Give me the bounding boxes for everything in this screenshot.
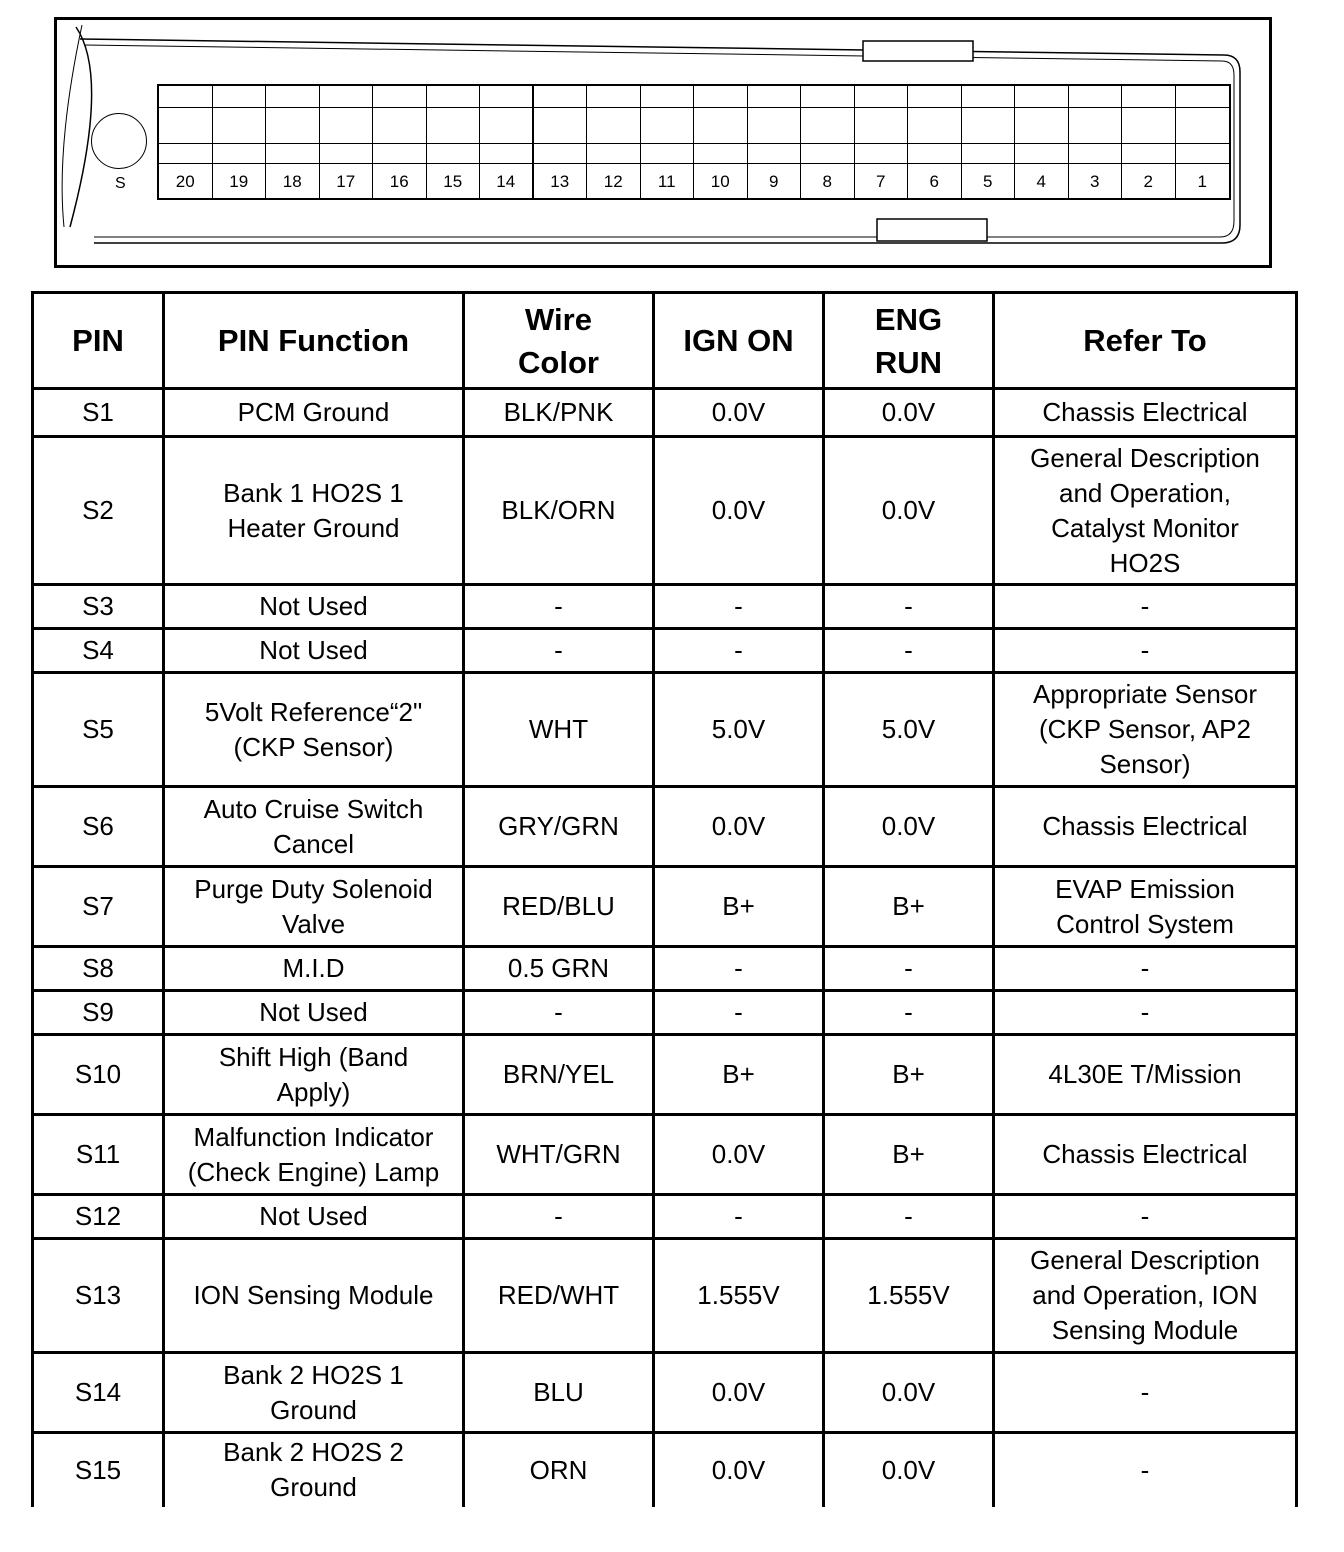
pin-function-cell (164, 585, 464, 629)
refer-to-cell-line: General Description (1030, 442, 1260, 473)
wire-color-cell: 0.5 GRN (464, 947, 654, 991)
eng-run-cell: 0.0V (824, 787, 994, 867)
pin-slot (801, 86, 854, 108)
pin-slot (962, 86, 1015, 108)
connector-pin-cell (266, 86, 320, 198)
refer-to-cell-line: HO2S (1109, 547, 1181, 578)
eng-run-cell: 1.555V (824, 1239, 994, 1353)
pin-function-cell (164, 1433, 464, 1507)
connector-pin-cell (855, 86, 909, 198)
pin-slot (908, 144, 961, 164)
pin-function-cell (164, 1115, 464, 1195)
ign-on-cell: - (654, 585, 824, 629)
pin-number: 4 (1036, 172, 1046, 191)
ign-on-cell: - (654, 629, 824, 673)
pin-function-cell-line: Ground (270, 1394, 357, 1425)
ign-on-cell: 0.0V (654, 1115, 824, 1195)
connector-pin-cell (320, 86, 374, 198)
table-row (33, 867, 1297, 947)
pin-slot (748, 108, 801, 144)
pin-number: 15 (443, 172, 463, 191)
wire-color-cell: RED/WHT (464, 1239, 654, 1353)
wire-color-cell: - (464, 991, 654, 1035)
pin-function-cell-line: (Check Engine) Lamp (187, 1156, 440, 1187)
pin-slot (962, 108, 1015, 144)
pin-slot (534, 86, 587, 108)
table-row (33, 1353, 1297, 1433)
connector-pin-cell (213, 86, 267, 198)
table-row (33, 389, 1297, 437)
pin-slot (641, 86, 694, 108)
pin-slot (373, 144, 426, 164)
refer-to-cell-line: (CKP Sensor, AP2 (1039, 714, 1251, 744)
table-row (33, 991, 1297, 1035)
refer-to-cell-line: - (1140, 1377, 1150, 1407)
pin-function-cell-line: 5Volt Reference“2" (204, 696, 423, 727)
wire-color-cell: ORN (464, 1433, 654, 1507)
pin-slot (694, 108, 747, 144)
pin-function-cell-line: Ground (270, 1472, 357, 1503)
ign-on-cell: 5.0V (654, 673, 824, 787)
wire-color-cell: BLU (464, 1353, 654, 1433)
table-header-row (33, 293, 1297, 389)
refer-to-cell-line: Catalyst Monitor (1051, 512, 1239, 543)
pin-number: 9 (769, 172, 779, 191)
pin-cell: S5 (33, 673, 164, 787)
pin-slot (1069, 144, 1122, 164)
pin-slot (1015, 108, 1068, 144)
connector-pin-cell (373, 86, 427, 198)
pin-function-cell-line: ION Sensing Module (193, 1280, 434, 1310)
refer-to-cell (994, 867, 1297, 947)
pin-number: 12 (603, 172, 623, 191)
pin-function-cell-line: Not Used (259, 591, 368, 621)
wire-color-cell: - (464, 629, 654, 673)
eng-run-cell: 5.0V (824, 673, 994, 787)
pin-slot (159, 144, 212, 164)
pin-cell: S12 (33, 1195, 164, 1239)
pin-cell: S6 (33, 787, 164, 867)
pin-number: 8 (822, 172, 832, 191)
pin-cell: S1 (33, 389, 164, 437)
wire-color-cell: - (464, 1195, 654, 1239)
header-refer-to: Refer To (994, 293, 1297, 389)
table-row (33, 437, 1297, 585)
pin-slot (1176, 108, 1230, 144)
pin-function-cell-line: Bank 1 HO2S 1 (223, 477, 404, 508)
refer-to-cell (994, 947, 1297, 991)
pin-function-cell-line: Heater Ground (227, 512, 400, 543)
pin-slot (855, 86, 908, 108)
pin-slot (1069, 108, 1122, 144)
connector-pin-cell (748, 86, 802, 198)
pin-function-cell (164, 1353, 464, 1433)
pin-slot (587, 86, 640, 108)
pin-function-cell-line: (CKP Sensor) (233, 731, 394, 762)
refer-to-cell-line: Appropriate Sensor (1032, 679, 1258, 709)
refer-to-cell (994, 1115, 1297, 1195)
connector-pin-cell (962, 86, 1016, 198)
pin-cell: S13 (33, 1239, 164, 1353)
refer-to-cell (994, 585, 1297, 629)
refer-to-cell-line: - (1140, 591, 1150, 621)
pin-slot (320, 86, 373, 108)
connector-pin-cell (534, 86, 588, 198)
ign-on-cell: - (654, 991, 824, 1035)
pin-function-cell-line: Not Used (259, 635, 368, 665)
connector-pin-cell (159, 86, 213, 198)
pin-slot (855, 108, 908, 144)
ign-on-cell: 0.0V (654, 1433, 824, 1507)
refer-to-cell (994, 673, 1297, 787)
table-row (33, 1115, 1297, 1195)
connector-pin-cell (1176, 86, 1230, 198)
header-pin: PIN (33, 293, 164, 389)
pin-slot (320, 144, 373, 164)
pin-slot (694, 86, 747, 108)
refer-to-cell-line: and Operation, (1058, 477, 1231, 508)
pin-slot (213, 108, 266, 144)
eng-run-cell: - (824, 585, 994, 629)
eng-run-cell: - (824, 1195, 994, 1239)
pin-function-cell-line: Shift High (Band (218, 1041, 409, 1072)
pin-function-cell-line: Valve (281, 908, 346, 939)
pin-number: 6 (929, 172, 939, 191)
eng-run-cell: - (824, 991, 994, 1035)
wire-color-cell: WHT/GRN (464, 1115, 654, 1195)
pin-number: 2 (1143, 172, 1153, 191)
eng-run-cell: 0.0V (824, 437, 994, 585)
eng-run-cell: B+ (824, 1035, 994, 1115)
pin-function-cell-line: Not Used (259, 997, 368, 1027)
pin-slot (801, 108, 854, 144)
pin-slot (1176, 144, 1230, 164)
connector-diagram (54, 17, 1272, 268)
pin-function-cell-line: Auto Cruise Switch (203, 793, 424, 824)
table-row (33, 787, 1297, 867)
pin-cell: S7 (33, 867, 164, 947)
pin-slot (266, 144, 319, 164)
connector-pin-cell (1015, 86, 1069, 198)
wire-color-cell: - (464, 585, 654, 629)
table-row (33, 1239, 1297, 1353)
pin-cell: S2 (33, 437, 164, 585)
ign-on-cell: B+ (654, 1035, 824, 1115)
refer-to-cell (994, 991, 1297, 1035)
pin-slot (159, 86, 212, 108)
table-row (33, 1195, 1297, 1239)
pin-slot (213, 86, 266, 108)
refer-to-cell (994, 787, 1297, 867)
pin-cell: S11 (33, 1115, 164, 1195)
refer-to-cell (994, 1035, 1297, 1115)
refer-to-cell (994, 1433, 1297, 1507)
ign-on-cell: 0.0V (654, 787, 824, 867)
pin-slot (213, 144, 266, 164)
wire-color-cell: GRY/GRN (464, 787, 654, 867)
pin-function-cell-line: PCM Ground (237, 397, 390, 427)
pin-slot (1122, 86, 1175, 108)
pin-cell: S15 (33, 1433, 164, 1507)
table-row (33, 673, 1297, 787)
pin-number: 19 (229, 172, 249, 191)
refer-to-cell-line: Control System (1056, 908, 1234, 939)
pin-function-cell (164, 673, 464, 787)
s-side-marker-circle (91, 113, 147, 169)
pin-slot (266, 108, 319, 144)
header-wire-color: Wire Color (464, 293, 654, 389)
pin-slot (1015, 144, 1068, 164)
pin-slot (1176, 86, 1230, 108)
pin-function-cell-line: Purge Duty Solenoid (194, 873, 433, 904)
pin-number: 1 (1197, 172, 1207, 191)
pin-slot (480, 108, 532, 144)
refer-to-cell-line: Chassis Electrical (1042, 811, 1248, 841)
wire-color-cell: BRN/YEL (464, 1035, 654, 1115)
ign-on-cell: 0.0V (654, 437, 824, 585)
pin-function-cell (164, 437, 464, 585)
pin-slot (587, 144, 640, 164)
pin-cell: S9 (33, 991, 164, 1035)
pin-slot (801, 144, 854, 164)
pin-function-cell-line: Cancel (273, 828, 354, 859)
eng-run-cell: B+ (824, 1115, 994, 1195)
pin-slot (427, 144, 480, 164)
pin-cell: S3 (33, 585, 164, 629)
pin-slot (908, 108, 961, 144)
pin-slot (641, 144, 694, 164)
refer-to-cell-line: Chassis Electrical (1042, 1139, 1248, 1169)
refer-to-cell-line: Sensing Module (1051, 1315, 1239, 1345)
pin-slot (480, 86, 532, 108)
eng-run-cell: - (824, 629, 994, 673)
s-side-label: S (115, 175, 126, 192)
pin-function-cell (164, 787, 464, 867)
wire-color-cell: BLK/PNK (464, 389, 654, 437)
pin-function-cell-line: Bank 2 HO2S 2 (223, 1437, 404, 1468)
pin-slot (962, 144, 1015, 164)
pin-slot (641, 108, 694, 144)
pin-function-cell (164, 629, 464, 673)
pin-function-cell (164, 1035, 464, 1115)
pin-slot (748, 86, 801, 108)
header-ign-on: IGN ON (654, 293, 824, 389)
refer-to-cell-line: - (1140, 997, 1150, 1027)
ign-on-cell: - (654, 1195, 824, 1239)
wire-color-cell: WHT (464, 673, 654, 787)
pin-slot (373, 86, 426, 108)
refer-to-cell-line: and Operation, ION (1032, 1280, 1258, 1310)
pin-function-cell-line: M.I.D (282, 953, 345, 983)
pin-number: 14 (496, 172, 516, 191)
header-eng-run: ENG RUN (824, 293, 994, 389)
pin-function-cell (164, 1195, 464, 1239)
eng-run-cell: 0.0V (824, 1353, 994, 1433)
table-row (33, 1035, 1297, 1115)
pin-cell: S4 (33, 629, 164, 673)
refer-to-cell (994, 389, 1297, 437)
pin-number: 20 (175, 172, 195, 191)
pin-cell: S8 (33, 947, 164, 991)
header-pin-function: PIN Function (164, 293, 464, 389)
pin-number: 18 (282, 172, 302, 191)
pin-slot (748, 144, 801, 164)
ign-on-cell: B+ (654, 867, 824, 947)
table-row (33, 1433, 1297, 1507)
pin-function-cell-line: Apply) (276, 1076, 351, 1107)
connector-pin-cell (801, 86, 855, 198)
pin-slot (480, 144, 532, 164)
pin-slot (266, 86, 319, 108)
eng-run-cell: 0.0V (824, 1433, 994, 1507)
refer-to-cell (994, 437, 1297, 585)
connector-pin-cell (1069, 86, 1123, 198)
pin-slot (1015, 86, 1068, 108)
pin-slot (694, 144, 747, 164)
pin-number: 10 (710, 172, 730, 191)
pin-slot (427, 86, 480, 108)
refer-to-cell-line: - (1140, 1454, 1150, 1485)
table-row (33, 947, 1297, 991)
pin-slot (373, 108, 426, 144)
pin-number: 3 (1090, 172, 1100, 191)
pin-slot (534, 144, 587, 164)
refer-to-cell-line: - (1140, 1201, 1150, 1231)
connector-pin-cell (587, 86, 641, 198)
ign-on-cell: 0.0V (654, 1353, 824, 1433)
pin-number: 16 (389, 172, 409, 191)
refer-to-cell (994, 1195, 1297, 1239)
connector-pin-cell (427, 86, 481, 198)
pin-cell: S10 (33, 1035, 164, 1115)
refer-to-cell (994, 629, 1297, 673)
pin-function-cell (164, 867, 464, 947)
pin-slot (1122, 144, 1175, 164)
refer-to-cell-line: 4L30E T/Mission (1048, 1059, 1242, 1089)
pin-function-cell (164, 389, 464, 437)
refer-to-cell-line: - (1140, 635, 1150, 665)
pin-slot (587, 108, 640, 144)
pin-slot (427, 108, 480, 144)
ign-on-cell: - (654, 947, 824, 991)
wire-color-cell: BLK/ORN (464, 437, 654, 585)
connector-pin-cell (694, 86, 748, 198)
refer-to-cell-line: - (1140, 953, 1150, 983)
connector-pin-cell (1122, 86, 1176, 198)
pin-slot (1069, 86, 1122, 108)
pin-function-cell (164, 991, 464, 1035)
refer-to-cell (994, 1353, 1297, 1433)
refer-to-cell-line: EVAP Emission (1055, 873, 1235, 904)
pin-function-cell (164, 947, 464, 991)
pin-slot (908, 86, 961, 108)
pin-number: 13 (550, 172, 570, 191)
pin-function-cell-line: Not Used (259, 1201, 368, 1231)
pin-number: 17 (336, 172, 356, 191)
pin-function-cell (164, 1239, 464, 1353)
pin-number: 5 (983, 172, 993, 191)
eng-run-cell: - (824, 947, 994, 991)
refer-to-cell-line: General Description (1030, 1245, 1260, 1275)
refer-to-cell (994, 1239, 1297, 1353)
pin-number: 11 (657, 172, 676, 191)
pin-function-cell-line: Malfunction Indicator (193, 1121, 434, 1152)
table-row (33, 629, 1297, 673)
connector-pin-cell (480, 86, 534, 198)
pin-slot (534, 108, 587, 144)
pin-slot (159, 108, 212, 144)
pin-grid (157, 84, 1231, 200)
eng-run-cell: B+ (824, 867, 994, 947)
pin-cell: S14 (33, 1353, 164, 1433)
ign-on-cell: 1.555V (654, 1239, 824, 1353)
table-row (33, 585, 1297, 629)
ign-on-cell: 0.0V (654, 389, 824, 437)
pin-number: 7 (876, 172, 886, 191)
connector-pin-cell (908, 86, 962, 198)
pin-slot (855, 144, 908, 164)
pin-function-cell-line: Bank 2 HO2S 1 (223, 1359, 404, 1390)
connector-pin-cell (641, 86, 695, 198)
pin-function-table (31, 291, 1298, 1507)
wire-color-cell: RED/BLU (464, 867, 654, 947)
pin-slot (1122, 108, 1175, 144)
refer-to-cell-line: Chassis Electrical (1042, 397, 1248, 427)
eng-run-cell: 0.0V (824, 389, 994, 437)
refer-to-cell-line: Sensor) (1099, 749, 1191, 779)
pin-slot (320, 108, 373, 144)
